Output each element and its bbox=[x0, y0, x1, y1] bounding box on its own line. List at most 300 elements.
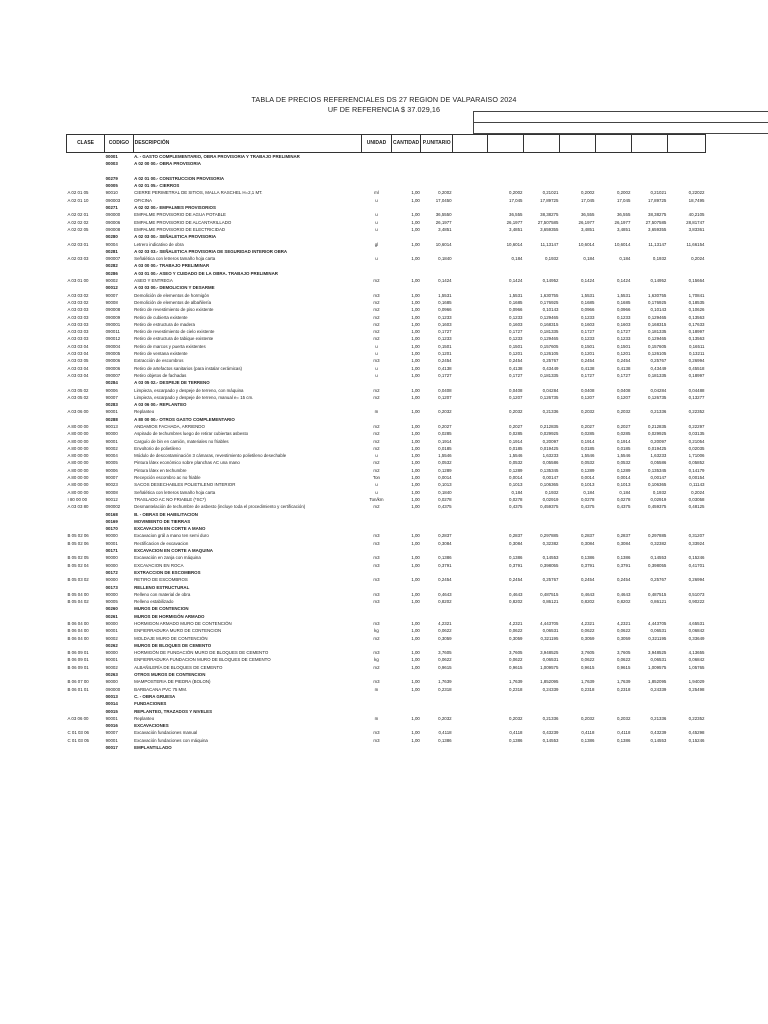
cell-value: 0,41701 bbox=[688, 562, 705, 568]
cell-value: 0,43239 bbox=[650, 730, 667, 736]
cell-descripcion: MAMPOSTERIA DE PIEDRA (BOLON) bbox=[134, 679, 211, 685]
cell-value: 0,1727 bbox=[509, 329, 523, 335]
cell-clase bbox=[67, 233, 105, 240]
cell-cantidad: 1,00 bbox=[411, 533, 420, 539]
table-row bbox=[67, 394, 706, 401]
cell-punitario: 0,0185 bbox=[438, 445, 452, 451]
cell-value: 0,25498 bbox=[688, 686, 705, 692]
cell-value: 0,184 bbox=[511, 489, 523, 495]
cell-value: 1,94029 bbox=[688, 679, 705, 685]
cell-value: 0,32382 bbox=[542, 540, 559, 546]
cell-codigo: 00260 bbox=[105, 606, 118, 612]
cell-punitario: 0,2318 bbox=[438, 686, 452, 692]
cell-value: 0,181335 bbox=[540, 372, 559, 378]
cell-value: 0,13277 bbox=[688, 394, 705, 400]
cell-clase: C 01 03 05 bbox=[67, 737, 89, 743]
cell-cantidad: 1,00 bbox=[411, 562, 420, 568]
cell-unidad: m bbox=[374, 686, 379, 692]
empty-cell bbox=[453, 591, 488, 598]
cell-codigo: 00280 bbox=[105, 234, 118, 240]
document-title: TABLA DE PRECIOS REFERENCIALES DS 27 REGION DE VALPARAISO 2024 bbox=[251, 95, 517, 104]
cell-punitario: 3,4851 bbox=[438, 226, 452, 232]
empty-cell bbox=[453, 627, 488, 634]
cell-value: 0,0966 bbox=[509, 307, 523, 313]
cell-value: 28,81747 bbox=[686, 219, 705, 225]
empty-cell bbox=[453, 335, 488, 342]
cell-clase bbox=[67, 401, 105, 408]
table-row bbox=[67, 459, 706, 466]
cell-punitario: 0,1233 bbox=[438, 314, 452, 320]
table-row bbox=[67, 430, 706, 437]
empty-cell bbox=[453, 620, 488, 627]
cell-value: 3,4851 bbox=[580, 226, 595, 232]
cell-clase: B 05 02 06 bbox=[67, 533, 89, 539]
cell-value: 0,459375 bbox=[648, 504, 667, 510]
cell-cantidad: 1,00 bbox=[411, 307, 420, 313]
empty-cell bbox=[453, 328, 488, 335]
cell-cantidad: 1,00 bbox=[411, 256, 420, 262]
cell-codigo: 090000 bbox=[105, 686, 121, 692]
cell-unidad: m bbox=[374, 715, 379, 721]
cell-value: 0,129465 bbox=[648, 314, 667, 320]
cell-unidad: Ton bbox=[372, 475, 380, 481]
cell-descripcion: RETIRO DE ESCOMBROS bbox=[134, 577, 188, 583]
cell-cantidad: 1,00 bbox=[411, 555, 420, 561]
cell-descripcion: A 03 01 00.- ASEO Y CUIDADO DE LA OBRA. TRABAJO PRELIMINAR bbox=[134, 270, 278, 276]
cell-value: 4,2321 bbox=[509, 621, 523, 626]
empty-cell bbox=[453, 219, 488, 226]
cell-value: 0,1501 bbox=[616, 343, 631, 349]
cell-value: 17,89725 bbox=[540, 197, 559, 203]
empty-cell bbox=[362, 416, 706, 423]
cell-value: 0,1233 bbox=[580, 314, 595, 320]
cell-value: 1,63233 bbox=[542, 453, 559, 459]
cell-value: 0,00154 bbox=[688, 475, 705, 481]
cell-value: 0,25767 bbox=[542, 577, 559, 583]
table-row bbox=[67, 481, 706, 488]
cell-clase: B 06 09 01 bbox=[67, 664, 89, 670]
cell-value: 0,135345 bbox=[540, 467, 559, 473]
cell-value: 0,2027 bbox=[580, 423, 595, 429]
section-row bbox=[67, 182, 706, 189]
cell-value: 0,21021 bbox=[650, 190, 667, 196]
cell-value: 0,18997 bbox=[688, 372, 705, 378]
cell-value: 0,86121 bbox=[542, 599, 559, 605]
cell-descripcion: CIERRE PERIMETRAL DE SITIOS, MALLA RASCHEL H=2,1 MT. bbox=[134, 190, 263, 196]
cell-value: 0,02919 bbox=[650, 496, 667, 502]
cell-value: 0,181335 bbox=[648, 329, 667, 335]
cell-value: 0,21054 bbox=[688, 438, 705, 444]
cell-value: 0,4643 bbox=[616, 591, 631, 597]
col-extra bbox=[453, 135, 488, 153]
cell-descripcion: OFICINA bbox=[134, 197, 152, 203]
cell-cantidad: 1,00 bbox=[411, 475, 420, 481]
cell-codigo: 00282 bbox=[105, 263, 118, 269]
cell-codigo: 90002 bbox=[105, 445, 118, 451]
cell-codigo: 090008 bbox=[105, 307, 121, 313]
cell-descripcion: SACOS DESECHABLES POLIETILENO INTERIOR bbox=[134, 482, 236, 488]
cell-value: 0,2002 bbox=[509, 190, 523, 196]
cell-punitario: 0,4118 bbox=[438, 730, 452, 736]
cell-unidad: m2 bbox=[373, 431, 380, 437]
cell-value: 0,20097 bbox=[650, 438, 667, 444]
cell-descripcion: Retiro de ventana existente bbox=[134, 351, 188, 357]
cell-descripcion: EMPALME PROVISORIO DE ELECTRICIDAD bbox=[134, 226, 226, 232]
cell-value: 0,4375 bbox=[509, 504, 523, 510]
table-row bbox=[67, 365, 706, 372]
cell-codigo: 00172 bbox=[105, 569, 118, 575]
cell-value: 0,129465 bbox=[540, 314, 559, 320]
cell-value: 17,89725 bbox=[648, 197, 667, 203]
cell-value: 0,0532 bbox=[580, 460, 595, 466]
cell-value: 0,0622 bbox=[616, 657, 631, 663]
cell-codigo: 90012 bbox=[105, 496, 118, 502]
empty-cell bbox=[362, 569, 706, 576]
empty-cell bbox=[453, 729, 488, 736]
table-row bbox=[67, 226, 706, 233]
cell-value: 0,3084 bbox=[509, 540, 523, 546]
cell-value: 1,63233 bbox=[650, 453, 667, 459]
document-subtitle: UF DE REFERENCIA $ 37.029,16 bbox=[327, 105, 441, 114]
empty-cell bbox=[453, 635, 488, 642]
cell-codigo: 90002 bbox=[105, 664, 118, 670]
cell-punitario: 0,2027 bbox=[438, 423, 452, 429]
cell-value: 0,26994 bbox=[688, 358, 705, 364]
cell-value: 0,1386 bbox=[509, 555, 523, 561]
col-punitario: P.UNITARIO bbox=[421, 135, 453, 153]
cell-codigo: 90013 bbox=[105, 423, 118, 429]
cell-value: 0,14553 bbox=[542, 737, 559, 743]
cell-punitario: 0,1207 bbox=[438, 394, 452, 400]
cell-value: 1,5546 bbox=[580, 453, 595, 459]
cell-value: 0,184 bbox=[583, 256, 595, 262]
cell-codigo: 090001 bbox=[105, 321, 121, 327]
cell-clase: A 03 03 03 bbox=[67, 307, 89, 313]
cell-descripcion: Excavacion grál a mano ten semi duro bbox=[134, 533, 209, 539]
cell-clase: A 03 03 04 bbox=[67, 372, 89, 378]
cell-clase: A 80 00 00 bbox=[67, 482, 89, 488]
empty-cell bbox=[453, 452, 488, 459]
spacer-cell bbox=[67, 168, 706, 175]
cell-punitario: 0,2454 bbox=[438, 577, 452, 583]
cell-value: 1,009575 bbox=[540, 664, 559, 670]
cell-value: 17,045 bbox=[616, 197, 631, 203]
cell-value: 0,15246 bbox=[688, 737, 705, 743]
cell-value: 0,2032 bbox=[580, 409, 595, 415]
cell-codigo: 00012 bbox=[105, 285, 118, 291]
empty-cell bbox=[362, 525, 706, 532]
cell-cantidad: 1,00 bbox=[411, 409, 420, 415]
cell-codigo: 090006 bbox=[105, 358, 121, 364]
cell-value: 0,45518 bbox=[688, 365, 705, 371]
cell-codigo: 00168 bbox=[105, 511, 118, 517]
cell-codigo: 90007 bbox=[105, 475, 118, 481]
cell-value: 0,0285 bbox=[580, 431, 595, 437]
table-body bbox=[67, 153, 706, 752]
cell-value: 0,3059 bbox=[616, 635, 631, 641]
table-row bbox=[67, 197, 706, 204]
cell-cantidad: 1,00 bbox=[411, 299, 420, 305]
table-row bbox=[67, 255, 706, 262]
cell-cantidad: 1,00 bbox=[411, 621, 420, 626]
cell-codigo: 00262 bbox=[105, 642, 118, 648]
cell-clase: A 02 03 03 bbox=[67, 256, 89, 262]
empty-cell bbox=[453, 489, 488, 496]
cell-codigo: 90001 bbox=[105, 540, 118, 546]
cell-value: 0,0278 bbox=[580, 496, 595, 502]
cell-codigo: 90008 bbox=[105, 489, 118, 495]
cell-codigo: 90005 bbox=[105, 460, 118, 466]
cell-descripcion: Excavación fundaciones manual bbox=[134, 730, 198, 736]
cell-descripcion: EXTRACCION DE ESCOMBROS bbox=[134, 569, 201, 575]
section-row bbox=[67, 722, 706, 729]
cell-clase bbox=[67, 518, 105, 525]
cell-unidad: m2 bbox=[373, 394, 380, 400]
cell-value: 0,3059 bbox=[509, 635, 523, 641]
cell-value: 0,1207 bbox=[580, 394, 595, 400]
cell-codigo: 90010 bbox=[105, 190, 118, 196]
cell-value: 0,11143 bbox=[689, 482, 705, 488]
cell-value: 1,7639 bbox=[616, 679, 631, 685]
cell-punitario: 0,3791 bbox=[438, 562, 452, 568]
cell-value: 0,1207 bbox=[509, 394, 523, 400]
cell-value: 0,1013 bbox=[509, 482, 523, 488]
cell-unidad: u bbox=[375, 351, 378, 357]
cell-cantidad: 1,00 bbox=[411, 489, 420, 495]
cell-value: 0,2454 bbox=[616, 358, 631, 364]
cell-clase: A 03 03 03 bbox=[67, 321, 89, 327]
cell-value: 0,03135 bbox=[688, 431, 705, 437]
cell-codigo: 00281 bbox=[105, 248, 118, 254]
cell-codigo: 00017 bbox=[105, 745, 118, 751]
cell-cantidad: 1,00 bbox=[411, 212, 420, 218]
cell-codigo: 90002 bbox=[105, 635, 118, 641]
cell-value: 0,126735 bbox=[540, 394, 559, 400]
empty-cell bbox=[453, 474, 488, 481]
cell-punitario: 0,1685 bbox=[438, 299, 452, 305]
cell-descripcion: HORMIGÓN DE FUNDACIÓN MURO DE BLOQUES DE CEMENTO bbox=[134, 650, 269, 656]
empty-cell bbox=[362, 518, 706, 525]
cell-value: 0,21021 bbox=[542, 190, 559, 196]
cell-value: 0,24339 bbox=[650, 686, 667, 692]
cell-value: 0,21336 bbox=[650, 409, 667, 415]
cell-codigo: 90007 bbox=[105, 394, 118, 400]
cell-value: 40,2105 bbox=[688, 212, 705, 218]
cell-value: 0,129465 bbox=[648, 336, 667, 342]
cell-descripcion: Retiro de revestimiento de cielo existente bbox=[134, 329, 215, 335]
cell-value: 0,0185 bbox=[509, 445, 523, 451]
cell-value: 0,4118 bbox=[509, 730, 523, 736]
cell-value: 0,1233 bbox=[509, 336, 523, 342]
cell-clase: A 03 05 02 bbox=[67, 394, 89, 400]
cell-descripcion: A 80 00 00.- OTROS GASTO COMPLEMENTARIO bbox=[134, 416, 235, 422]
cell-unidad: m2 bbox=[373, 329, 380, 335]
cell-value: 0,4118 bbox=[581, 730, 595, 736]
cell-value: 0,9615 bbox=[616, 664, 631, 670]
empty-cell bbox=[453, 241, 488, 248]
cell-value: 0,0408 bbox=[509, 387, 523, 393]
cell-value: 0,06531 bbox=[542, 657, 559, 663]
cell-cantidad: 1,00 bbox=[411, 190, 420, 196]
cell-clase: B 05 02 04 bbox=[67, 562, 89, 568]
cell-value: 0,4118 bbox=[617, 730, 631, 736]
cell-codigo: 090012 bbox=[105, 336, 121, 342]
cell-cantidad: 1,00 bbox=[411, 664, 420, 670]
table-row bbox=[67, 540, 706, 547]
table-row bbox=[67, 387, 706, 394]
cell-clase: A 80 00 00 bbox=[67, 489, 89, 495]
cell-value: 0,14952 bbox=[650, 278, 667, 284]
cell-unidad: m2 bbox=[373, 423, 380, 429]
cell-descripcion: A 02 03 00.- SEÑALETICA PROVISORIA bbox=[134, 234, 217, 240]
cell-codigo: 90006 bbox=[105, 467, 118, 473]
cell-descripcion: Retiro objetos de fachadas bbox=[134, 372, 187, 378]
cell-value: 0,181335 bbox=[540, 329, 559, 335]
cell-value: 1,5546 bbox=[616, 453, 631, 459]
cell-unidad: u bbox=[375, 365, 378, 371]
cell-value: 0,0185 bbox=[580, 445, 595, 451]
cell-value: 0,297885 bbox=[648, 533, 667, 539]
empty-cell bbox=[453, 598, 488, 605]
section-row bbox=[67, 153, 706, 161]
cell-punitario: 0,0966 bbox=[438, 307, 452, 313]
cell-clase: A 80 00 00 bbox=[67, 460, 89, 466]
empty-cell bbox=[362, 671, 706, 678]
empty-cell bbox=[453, 350, 488, 357]
cell-clase: A 80 00 00 bbox=[67, 431, 89, 437]
cell-value: 0,135345 bbox=[648, 467, 667, 473]
cell-unidad: m3 bbox=[373, 591, 380, 597]
cell-cantidad: 1,00 bbox=[411, 635, 420, 641]
section-row bbox=[67, 569, 706, 576]
cell-cantidad: 1,00 bbox=[411, 504, 420, 510]
cell-codigo: 90002 bbox=[105, 278, 118, 284]
cell-value: 0,176925 bbox=[540, 299, 559, 305]
cell-unidad: m3 bbox=[373, 577, 380, 583]
empty-cell bbox=[362, 248, 706, 255]
table-row bbox=[67, 372, 706, 379]
cell-value: 0,2024 bbox=[691, 256, 705, 262]
cell-clase bbox=[67, 605, 105, 612]
cell-value: 3,7605 bbox=[616, 650, 631, 656]
table-row bbox=[67, 627, 706, 634]
cell-clase: A 03 06 00 bbox=[67, 715, 89, 721]
cell-value: 0,14179 bbox=[688, 467, 705, 473]
cell-cantidad: 1,00 bbox=[411, 460, 420, 466]
cell-value: 0,2024 bbox=[691, 489, 705, 495]
cell-value: 0,06842 bbox=[688, 657, 705, 663]
cell-descripcion: MOVIMIENTO DE TIERRAS bbox=[134, 518, 191, 524]
cell-descripcion: A 03 06 00.- REPLANTEO bbox=[134, 402, 187, 408]
cell-unidad: m2 bbox=[373, 445, 380, 451]
cell-value: 27,507585 bbox=[537, 219, 559, 225]
cell-codigo: 90006 bbox=[105, 387, 118, 393]
cell-cantidad: 1,00 bbox=[411, 679, 420, 685]
cell-clase bbox=[67, 708, 105, 715]
cell-value: 0,17633 bbox=[688, 321, 705, 327]
cell-value: 0,2032 bbox=[509, 715, 523, 721]
cell-value: 0,3791 bbox=[616, 562, 631, 568]
cell-clase bbox=[67, 569, 105, 576]
cell-value: 0,3791 bbox=[580, 562, 595, 568]
cell-value: 1,009575 bbox=[648, 664, 667, 670]
cell-value: 4,13655 bbox=[688, 650, 705, 656]
cell-clase bbox=[67, 270, 105, 277]
table-row bbox=[67, 467, 706, 474]
cell-punitario: 0,1233 bbox=[438, 336, 452, 342]
cell-value: 0,15246 bbox=[688, 555, 705, 561]
empty-cell bbox=[453, 467, 488, 474]
empty-cell bbox=[362, 204, 706, 211]
cell-value: 0,4643 bbox=[509, 591, 523, 597]
cell-value: 17,045 bbox=[580, 197, 595, 203]
cell-value: 0,4643 bbox=[580, 591, 595, 597]
cell-value: 0,2318 bbox=[580, 686, 595, 692]
cell-value: 0,3059 bbox=[580, 635, 595, 641]
cell-value: 0,33649 bbox=[688, 635, 705, 641]
cell-value: 0,45298 bbox=[688, 730, 705, 736]
empty-cell bbox=[453, 554, 488, 561]
cell-descripcion: ASEO Y ENTREGA bbox=[134, 278, 173, 284]
cell-descripcion: B. - OBRAS DE HABILITACION bbox=[134, 511, 198, 517]
cell-descripcion: MUROS DE CONTENCION bbox=[134, 606, 189, 612]
cell-clase bbox=[67, 693, 105, 700]
cell-descripcion: TRASLADO AC NO FRIABLE (*SC*) bbox=[134, 496, 206, 502]
cell-value: 0,2027 bbox=[509, 423, 523, 429]
cell-cantidad: 1,00 bbox=[411, 599, 420, 605]
section-row bbox=[67, 416, 706, 423]
cell-codigo: 90000 bbox=[105, 591, 118, 597]
section-row bbox=[67, 547, 706, 554]
table-row bbox=[67, 452, 706, 459]
section-row bbox=[67, 525, 706, 532]
cell-cantidad: 1,00 bbox=[411, 226, 420, 232]
cell-clase: A 03 05 02 bbox=[67, 387, 89, 393]
cell-codigo: 090004 bbox=[105, 343, 121, 349]
cell-codigo: 90000 bbox=[105, 621, 118, 626]
cell-clase: A 03 03 04 bbox=[67, 351, 89, 357]
cell-descripcion: Replanteo bbox=[134, 409, 155, 415]
cell-clase: A 03 03 03 bbox=[67, 314, 89, 320]
cell-value: 0,02035 bbox=[688, 445, 705, 451]
col-cantidad: CANTIDAD bbox=[391, 135, 421, 153]
cell-cantidad: 1,00 bbox=[411, 351, 420, 357]
cell-descripcion: MUROS DE BLOQUES DE CEMENTO bbox=[134, 642, 212, 648]
cell-cantidad: 1,00 bbox=[411, 467, 420, 473]
cell-value: 36,555 bbox=[509, 212, 523, 218]
table-row bbox=[67, 664, 706, 671]
table-row bbox=[67, 350, 706, 357]
cell-value: 0,2454 bbox=[509, 577, 523, 583]
cell-value: 3,83361 bbox=[688, 226, 705, 232]
cell-codigo: 090008 bbox=[105, 226, 121, 232]
cell-codigo: 90001 bbox=[105, 438, 118, 444]
cell-value: 0,1201 bbox=[509, 351, 523, 357]
cell-clase: A 03 03 02 bbox=[67, 292, 89, 298]
cell-descripcion: Relleno con material de obra bbox=[134, 591, 191, 597]
cell-value: 26,1977 bbox=[578, 219, 595, 225]
table-row bbox=[67, 715, 706, 722]
cell-value: 0,1932 bbox=[545, 256, 559, 262]
cell-clase: A 80 00 00 bbox=[67, 475, 89, 481]
cell-punitario: 0,1840 bbox=[438, 489, 452, 495]
cell-value: 0,126105 bbox=[540, 351, 559, 357]
cell-punitario: 0,9615 bbox=[438, 664, 452, 670]
cell-clase bbox=[67, 416, 105, 423]
cell-descripcion: A 03 05 02.- DESPEJE DE TERRENO bbox=[134, 380, 210, 386]
section-row bbox=[67, 700, 706, 707]
cell-value: 0,106365 bbox=[648, 482, 667, 488]
